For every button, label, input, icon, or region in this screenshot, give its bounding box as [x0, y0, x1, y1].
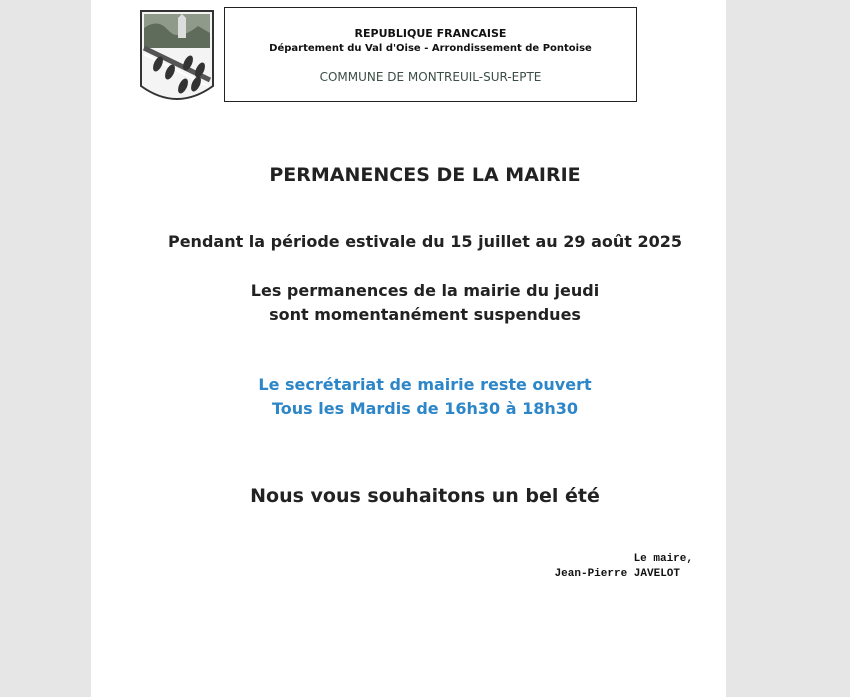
notice-period: Pendant la période estivale du 15 juillet au 29 août 2025 — [167, 232, 683, 251]
permanence-line-2: sont momentanément suspendues — [269, 305, 581, 324]
secretariat-line-2: Tous les Mardis de 16h30 à 18h30 — [272, 399, 578, 418]
republic-label: REPUBLIQUE FRANCAISE — [354, 27, 507, 40]
summer-wish: Nous vous souhaitons un bel été — [250, 485, 600, 507]
permanence-line-1: Les permanences de la mairie du jeudi — [250, 281, 600, 300]
header-box — [224, 7, 637, 102]
signature-role: Le maire, — [633, 553, 693, 565]
commune-label: COMMUNE DE MONTREUIL-SUR-EPTE — [319, 70, 542, 84]
coat-of-arms-icon — [138, 8, 216, 110]
department-label: Département du Val d'Oise - Arrondissement de Pontoise — [269, 43, 592, 54]
secretariat-line-1: Le secrétariat de mairie reste ouvert — [258, 375, 592, 394]
notice-title: PERMANENCES DE LA MAIRIE — [269, 164, 581, 186]
signature-name: Jean-Pierre JAVELOT — [554, 568, 680, 580]
